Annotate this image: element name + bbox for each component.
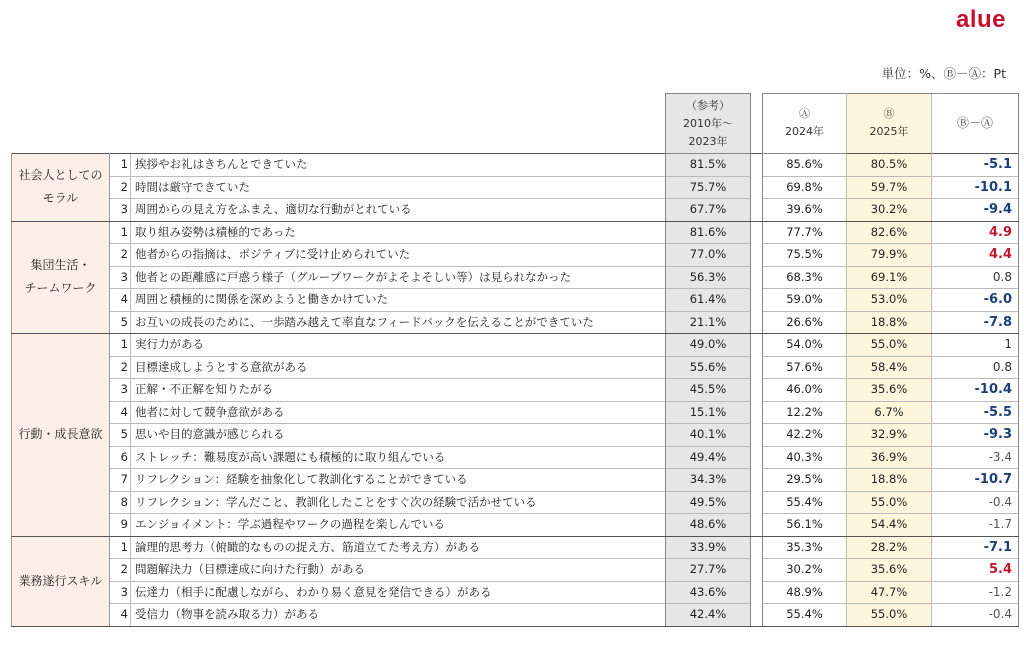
table-row [12,289,1019,312]
ref-value: 75.7% [666,176,751,199]
column-gap [751,424,763,447]
header-b-year: 2025年 [869,124,909,138]
value-2025: 55.0% [847,491,932,514]
item-text: リフレクション：学んだこと、教訓化したことをすぐ次の経験で活かせている [131,491,666,514]
header-b-mark: Ⓑ [883,106,895,120]
diff-value: -9.3 [932,424,1019,447]
ref-value: 81.5% [666,154,751,177]
value-2025: 58.4% [847,356,932,379]
table-row [12,266,1019,289]
column-gap [751,334,763,357]
item-text: 思いや目的意識が感じられる [131,424,666,447]
table-row [12,199,1019,222]
item-text: 目標達成しようとする意欲がある [131,356,666,379]
item-text: 問題解決力（目標達成に向けた行動）がある [131,559,666,582]
ref-value: 49.5% [666,491,751,514]
category-label: 行動・成長意欲 [12,334,110,537]
column-gap [751,401,763,424]
header-ref-start: 2010年～ [683,117,733,130]
column-gap [751,199,763,222]
item-number: 1 [110,221,131,244]
category-label: 社会人としての モラル [12,154,110,222]
item-number: 2 [110,176,131,199]
ref-value: 27.7% [666,559,751,582]
value-2024: 48.9% [763,581,847,604]
value-2024: 56.1% [763,514,847,537]
column-gap [751,491,763,514]
value-2024: 59.0% [763,289,847,312]
item-number: 1 [110,536,131,559]
value-2025: 79.9% [847,244,932,267]
value-2025: 80.5% [847,154,932,177]
header-diff: Ⓑ－Ⓐ [932,94,1019,154]
table-row [12,356,1019,379]
column-gap [751,536,763,559]
table-row [12,514,1019,537]
item-number: 2 [110,244,131,267]
item-text: 受信力（物事を読み取る力）がある [131,604,666,627]
value-2024: 30.2% [763,559,847,582]
item-number: 9 [110,514,131,537]
column-gap [751,514,763,537]
item-text: 他者に対して競争意欲がある [131,401,666,424]
item-text: 周囲と積極的に関係を深めようと働きかけていた [131,289,666,312]
value-2025: 69.1% [847,266,932,289]
item-number: 7 [110,469,131,492]
item-number: 2 [110,356,131,379]
header-a-mark: Ⓐ [799,106,810,120]
item-text: 正解・不正解を知りたがる [131,379,666,402]
diff-value: -1.2 [932,581,1019,604]
diff-value: -7.8 [932,311,1019,334]
item-number: 1 [110,154,131,177]
table-row [12,536,1019,559]
value-2025: 18.8% [847,469,932,492]
item-number: 3 [110,581,131,604]
column-gap [751,559,763,582]
ref-value: 33.9% [666,536,751,559]
item-text: 伝達力（相手に配慮しながら、わかり易く意見を発信できる）がある [131,581,666,604]
ref-value: 49.4% [666,446,751,469]
survey-table [11,93,1019,627]
diff-value: 5.4 [932,559,1019,582]
item-number: 5 [110,424,131,447]
item-number: 6 [110,446,131,469]
table-row [12,401,1019,424]
ref-value: 56.3% [666,266,751,289]
header-ref-label: （参考） [686,99,730,112]
table-row [12,469,1019,492]
header-row [12,94,1019,154]
value-2024: 42.2% [763,424,847,447]
value-2024: 46.0% [763,379,847,402]
column-gap [751,604,763,627]
ref-value: 21.1% [666,311,751,334]
table-row [12,176,1019,199]
value-2024: 69.8% [763,176,847,199]
ref-value: 81.6% [666,221,751,244]
diff-value: 4.9 [932,221,1019,244]
diff-value: -5.1 [932,154,1019,177]
category-label: 集団生活・ チームワーク [12,221,110,334]
column-gap [751,311,763,334]
ref-value: 15.1% [666,401,751,424]
ref-value: 43.6% [666,581,751,604]
value-2024: 85.6% [763,154,847,177]
diff-value: -0.4 [932,491,1019,514]
diff-value: 0.8 [932,356,1019,379]
diff-value: -1.7 [932,514,1019,537]
diff-value: -10.7 [932,469,1019,492]
column-gap [751,469,763,492]
value-2024: 55.4% [763,491,847,514]
value-2024: 29.5% [763,469,847,492]
diff-value: 0.8 [932,266,1019,289]
item-text: お互いの成長のために、一歩踏み越えて率直なフィードバックを伝えることができていた [131,311,666,334]
value-2025: 18.8% [847,311,932,334]
item-text: 実行力がある [131,334,666,357]
column-gap [751,176,763,199]
diff-value: 1 [932,334,1019,357]
value-2024: 35.3% [763,536,847,559]
item-number: 2 [110,559,131,582]
diff-value: -3.4 [932,446,1019,469]
item-number: 1 [110,334,131,357]
table-row [12,491,1019,514]
header-ref-end: 2023年 [688,135,728,148]
column-gap [751,446,763,469]
table-row [12,244,1019,267]
value-2025: 35.6% [847,559,932,582]
column-gap [751,289,763,312]
table-row [12,581,1019,604]
value-2025: 54.4% [847,514,932,537]
item-number: 4 [110,401,131,424]
ref-value: 77.0% [666,244,751,267]
value-2025: 55.0% [847,604,932,627]
column-gap [751,266,763,289]
item-number: 3 [110,266,131,289]
item-text: 取り組み姿勢は積極的であった [131,221,666,244]
header-2025 [847,94,932,154]
item-text: ストレッチ：難易度が高い課題にも積極的に取り組んでいる [131,446,666,469]
ref-value: 45.5% [666,379,751,402]
value-2025: 59.7% [847,176,932,199]
value-2024: 77.7% [763,221,847,244]
table-row [12,424,1019,447]
diff-value: -7.1 [932,536,1019,559]
brand-logo: alue [955,6,1006,33]
item-text: 他者との距離感に戸惑う様子（グループワークがよそよそしい等）は見られなかった [131,266,666,289]
ref-value: 48.6% [666,514,751,537]
table-row [12,221,1019,244]
diff-value: -6.0 [932,289,1019,312]
value-2025: 47.7% [847,581,932,604]
value-2024: 55.4% [763,604,847,627]
diff-value: -0.4 [932,604,1019,627]
table-row [12,334,1019,357]
item-number: 3 [110,379,131,402]
diff-value: -10.1 [932,176,1019,199]
value-2025: 6.7% [847,401,932,424]
diff-value: -9.4 [932,199,1019,222]
table-row [12,446,1019,469]
value-2025: 55.0% [847,334,932,357]
table-row [12,559,1019,582]
item-text: 他者からの指摘は、ポジティブに受け止められていた [131,244,666,267]
value-2025: 82.6% [847,221,932,244]
ref-value: 40.1% [666,424,751,447]
column-gap [751,221,763,244]
unit-note: 単位：%、Ⓑ－Ⓐ：Pt [881,66,1006,81]
item-text: リフレクション：経験を抽象化して教訓化することができている [131,469,666,492]
ref-value: 67.7% [666,199,751,222]
header-ref [666,94,751,154]
value-2025: 36.9% [847,446,932,469]
value-2024: 75.5% [763,244,847,267]
value-2024: 26.6% [763,311,847,334]
column-gap [751,244,763,267]
item-text: 時間は厳守できていた [131,176,666,199]
ref-value: 49.0% [666,334,751,357]
value-2024: 68.3% [763,266,847,289]
column-gap [751,154,763,177]
item-text: 周囲からの見え方をふまえ、適切な行動がとれている [131,199,666,222]
ref-value: 34.3% [666,469,751,492]
value-2025: 32.9% [847,424,932,447]
ref-value: 55.6% [666,356,751,379]
value-2025: 30.2% [847,199,932,222]
item-number: 4 [110,604,131,627]
ref-value: 61.4% [666,289,751,312]
diff-value: 4.4 [932,244,1019,267]
table-row [12,604,1019,627]
value-2024: 40.3% [763,446,847,469]
value-2025: 35.6% [847,379,932,402]
item-text: 挨拶やお礼はきちんとできていた [131,154,666,177]
header-a-year: 2024年 [785,124,824,138]
value-2024: 54.0% [763,334,847,357]
value-2024: 57.6% [763,356,847,379]
diff-value: -5.5 [932,401,1019,424]
value-2025: 53.0% [847,289,932,312]
value-2024: 39.6% [763,199,847,222]
value-2024: 12.2% [763,401,847,424]
item-text: 論理的思考力（俯瞰的なものの捉え方、筋道立てた考え方）がある [131,536,666,559]
item-number: 4 [110,289,131,312]
item-number: 8 [110,491,131,514]
column-gap [751,356,763,379]
category-label: 業務遂行スキル [12,536,110,626]
value-2025: 28.2% [847,536,932,559]
item-number: 3 [110,199,131,222]
column-gap [751,581,763,604]
item-text: エンジョイメント：学ぶ過程やワークの過程を楽しんでいる [131,514,666,537]
diff-value: -10.4 [932,379,1019,402]
table-row [12,154,1019,177]
table-row [12,379,1019,402]
table-row [12,311,1019,334]
column-gap [751,379,763,402]
ref-value: 42.4% [666,604,751,627]
header-2024 [763,94,847,154]
item-number: 5 [110,311,131,334]
